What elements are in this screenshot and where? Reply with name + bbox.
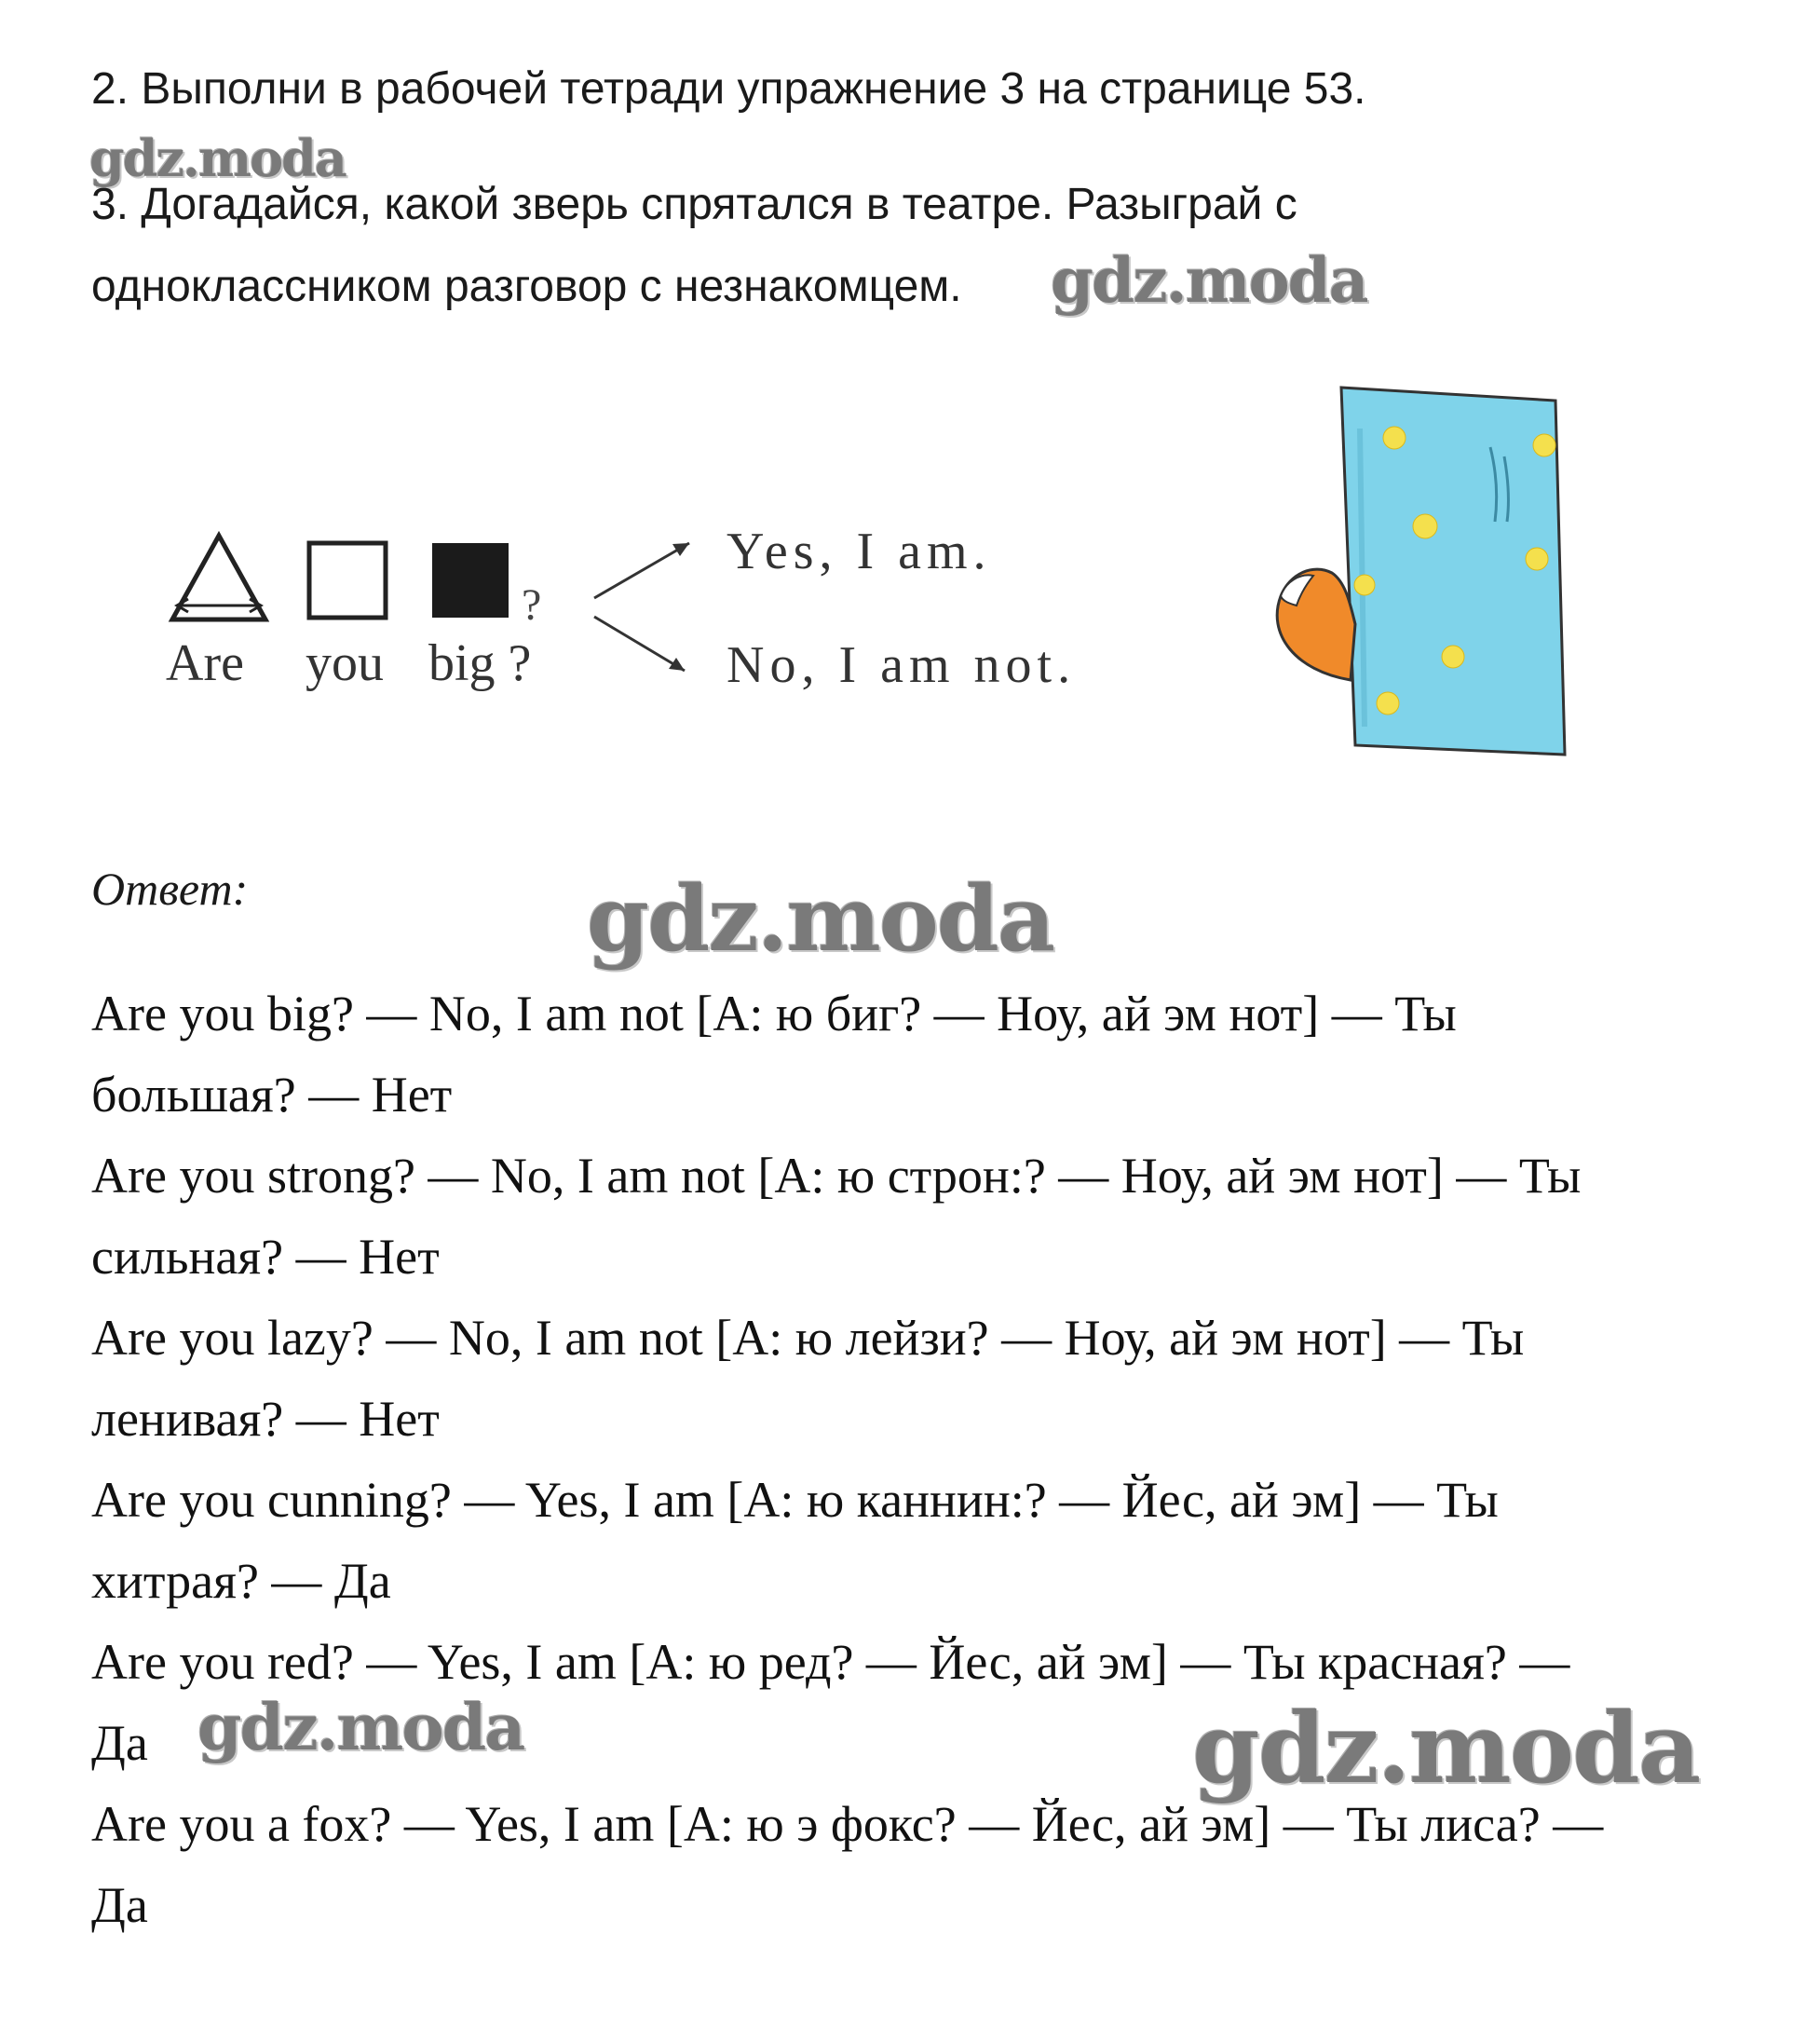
- watermark: gdz.moda: [1051, 244, 1367, 317]
- answer-line: Are you cunning? — Yes, I am [A: ю каннин:? — Йес, ай эм] — Ты: [91, 1472, 1499, 1528]
- fox-tail-icon: [1277, 569, 1355, 680]
- watermark: gdz.moda: [89, 129, 346, 188]
- answer-line: Да: [91, 1877, 148, 1933]
- answer-no: No, I am not.: [727, 636, 1077, 694]
- answer-line: хитрая? — Да: [91, 1553, 391, 1609]
- task-3-text-line1: 3. Догадайся, какой зверь спрятался в театре. Разыграй с: [91, 180, 1297, 229]
- answer-line: Are you lazy? — No, I am not [A: ю лейзи? — Ноу, ай эм нот] — Ты: [91, 1310, 1525, 1366]
- answer-line: большая? — Нет: [91, 1067, 453, 1123]
- answer-line: Are you red? — Yes, I am [A: ю ред? — Йес, ай эм] — Ты красная? —: [91, 1634, 1570, 1690]
- triangle-symbol: [172, 536, 265, 619]
- arrow-to-no: [594, 617, 685, 671]
- answer-line: Are you big? — No, I am not [A: ю биг? — Ноу, ай эм нот] — Ты: [91, 986, 1457, 1041]
- symbol-question-mark: ?: [522, 580, 542, 630]
- answer-line: Are you a fox? — Yes, I am [A: ю э фокс? — Йес, ай эм] — Ты лиса? —: [91, 1796, 1604, 1852]
- word-big: big ?: [428, 634, 532, 692]
- empty-square-symbol: [309, 543, 386, 618]
- answer-line: Да: [91, 1715, 148, 1771]
- task-3-text-line2: одноклассником разговор с незнакомцем.: [91, 262, 962, 311]
- watermark: gdz.moda: [587, 866, 1054, 972]
- watermark: gdz.moda: [1192, 1691, 1700, 1805]
- answer-label: Ответ:: [91, 863, 249, 915]
- task-2-text: 2. Выполни в рабочей тетради упражнение 3 на странице 53.: [91, 64, 1366, 114]
- watermark: gdz.moda: [197, 1691, 524, 1765]
- curtain-image: [1341, 388, 1565, 755]
- answer-line: Are you strong? — No, I am not [A: ю строн:? — Ноу, ай эм нот] — Ты: [91, 1148, 1582, 1204]
- filled-square-symbol: [432, 543, 509, 618]
- textbook-illustration: [149, 373, 1602, 801]
- answer-line: сильная? — Нет: [91, 1229, 440, 1285]
- arrow-to-yes: [594, 543, 689, 598]
- answer-line: ленивая? — Нет: [91, 1391, 440, 1447]
- word-you: you: [306, 634, 384, 692]
- word-are: Are: [166, 634, 244, 692]
- answer-yes: Yes, I am.: [727, 523, 992, 580]
